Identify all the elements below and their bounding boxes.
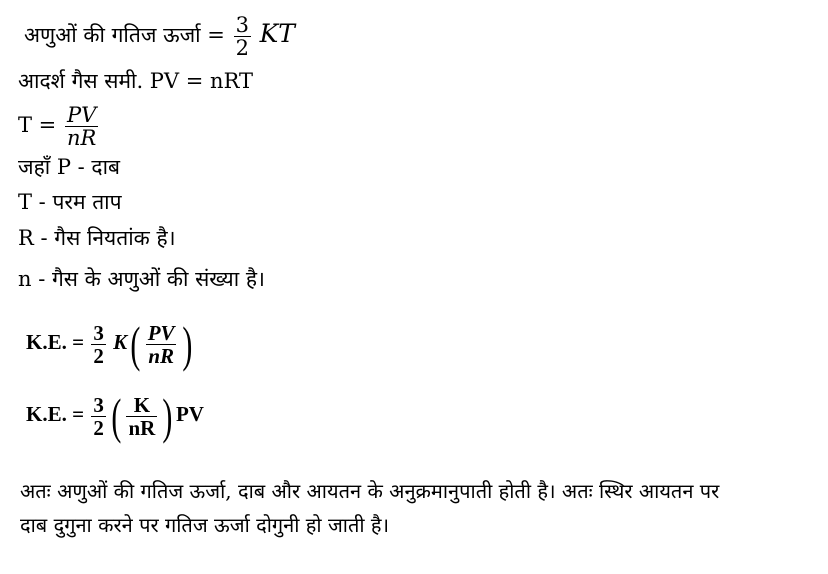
fraction-numerator: 3 bbox=[93, 392, 104, 417]
fraction-pv-nr bbox=[65, 104, 98, 149]
fraction-denominator: 2 bbox=[93, 343, 104, 368]
fraction-denominator: nR bbox=[66, 126, 97, 150]
fraction-numerator: PV bbox=[66, 103, 97, 127]
fraction-numerator: 3 bbox=[93, 320, 104, 345]
right-paren: ) bbox=[181, 316, 192, 373]
fraction-denominator: nR bbox=[148, 343, 174, 368]
pv-term: PV bbox=[175, 402, 204, 426]
fraction-three-halves bbox=[91, 394, 106, 439]
kinetic-energy-label: अणुओं की गतिज ऊर्जा = bbox=[24, 23, 225, 47]
fraction-pv-nr bbox=[146, 322, 177, 367]
definition-t: T - परम ताप bbox=[18, 190, 122, 214]
kinetic-energy-equation-2 bbox=[26, 384, 204, 444]
left-paren: ( bbox=[111, 388, 122, 445]
fraction-numerator: PV bbox=[147, 320, 175, 345]
temperature-lhs: T = bbox=[18, 113, 57, 137]
definition-r: R - गैस नियतांक है। bbox=[18, 226, 176, 250]
fraction-k-nr bbox=[126, 394, 157, 439]
conclusion-line-a: अतः अणुओं की गतिज ऊर्जा, दाब और आयतन के अनुक्रमानुपाती होती है। अतः स्थिर आयतन पर bbox=[20, 479, 720, 503]
fraction-numerator: K bbox=[133, 392, 151, 417]
fraction-numerator: 3 bbox=[235, 13, 249, 37]
definition-n: n - गैस के अणुओं की संख्या है। bbox=[18, 267, 265, 291]
fraction-three-halves bbox=[91, 322, 106, 367]
kinetic-energy-equation-1 bbox=[26, 312, 195, 372]
fraction-denominator: 2 bbox=[93, 415, 104, 440]
conclusion-paragraph bbox=[20, 474, 810, 542]
fraction-three-halves bbox=[234, 14, 251, 59]
ideal-gas-equation-line: आदर्श गैस समी. PV = nRT bbox=[18, 69, 254, 93]
temperature-formula-line bbox=[18, 104, 100, 149]
definition-p: जहाँ P - दाब bbox=[18, 155, 121, 179]
left-paren: ( bbox=[130, 316, 141, 373]
fraction-denominator: 2 bbox=[235, 36, 249, 60]
kt-term: KT bbox=[259, 19, 295, 48]
fraction-denominator: nR bbox=[128, 415, 156, 440]
ke-lhs: K.E. = bbox=[26, 402, 85, 426]
kinetic-energy-formula-line bbox=[24, 14, 295, 59]
right-paren: ) bbox=[162, 388, 173, 445]
ke-lhs: K.E. = bbox=[26, 330, 85, 354]
conclusion-line-b: दाब दुगुना करने पर गतिज ऊर्जा दोगुनी हो जाती है। bbox=[20, 513, 390, 537]
boltzmann-k: K bbox=[113, 330, 128, 354]
